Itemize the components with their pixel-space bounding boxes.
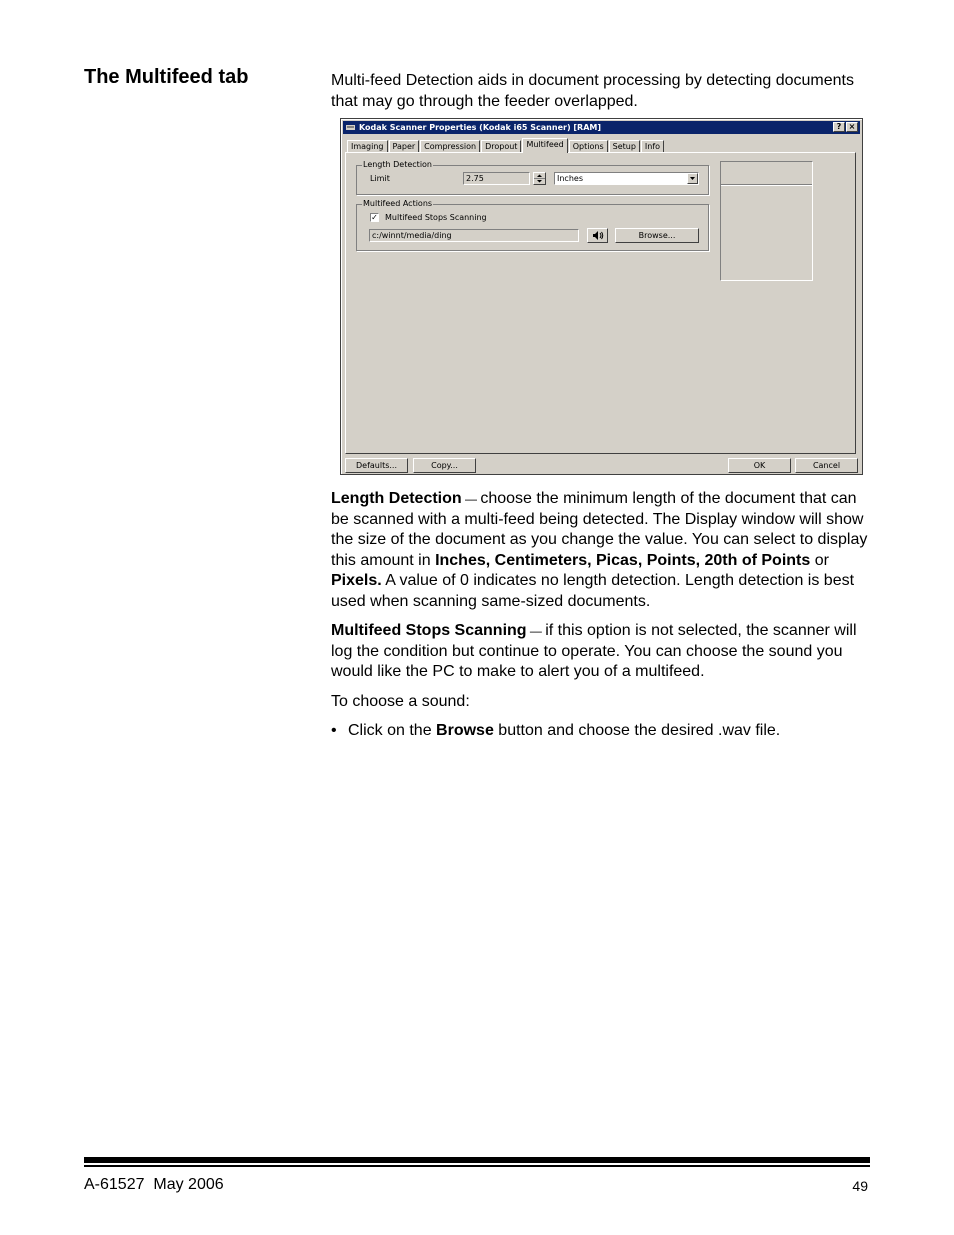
length-text-2: A value of 0 indicates no length detection. Length detection is best used when scanning same-sized documents. xyxy=(331,572,855,610)
em-dash: — xyxy=(461,492,481,506)
multifeed-tab-panel xyxy=(345,152,856,454)
multifeed-stops-label: Multifeed Stops Scanning xyxy=(385,213,487,222)
play-sound-button[interactable] xyxy=(587,228,608,243)
sound-path-input[interactable]: c:/winnt/media/ding xyxy=(369,229,579,242)
length-text-1: choose the minimum length of the document that can be scanned with a multi-feed being detected. The Display window will show the size of the document as you change the value. You can select to display this amount in xyxy=(331,490,868,569)
footer-doc-id: A-61527 May 2006 xyxy=(84,1176,224,1193)
intro-paragraph: Multi-feed Detection aids in document processing by detecting documents that may go through the feeder overlapped. xyxy=(331,72,854,110)
bullet-pre: Click on the xyxy=(348,722,437,739)
or-word: or xyxy=(810,551,829,569)
units-select-value: Inches xyxy=(557,174,583,183)
scanner-properties-dialog xyxy=(340,118,863,475)
length-detection-term: Length Detection xyxy=(331,490,462,507)
scanner-app-icon xyxy=(346,124,355,131)
dialog-titlebar xyxy=(343,121,860,134)
multifeed-stops-term: Multifeed Stops Scanning xyxy=(331,622,527,639)
defaults-button[interactable]: Defaults... xyxy=(345,458,408,473)
bullet-text xyxy=(348,721,780,742)
limit-spinner[interactable] xyxy=(533,172,546,185)
tab-options[interactable]: Options xyxy=(569,140,608,152)
tab-info[interactable]: Info xyxy=(641,140,664,152)
footer-rule-thick xyxy=(84,1157,870,1163)
ok-button[interactable]: OK xyxy=(728,458,791,473)
speaker-icon xyxy=(591,230,605,241)
chevron-down-icon[interactable] xyxy=(687,173,698,184)
stops-text: if this option is not selected, the scanner will log the condition but continue to operate. You can choose the sound you would like the PC to make to alert you of a multifeed. xyxy=(331,622,857,680)
bullet-marker: • xyxy=(331,722,337,739)
help-button[interactable]: ? xyxy=(833,122,845,132)
length-detection-group xyxy=(356,160,709,195)
limit-input[interactable]: 2.75 xyxy=(463,172,530,185)
choose-sound-paragraph: To choose a sound: xyxy=(331,692,470,710)
multifeed-actions-legend: Multifeed Actions xyxy=(363,199,433,208)
multifeed-stops-paragraph xyxy=(331,621,876,683)
dialog-title: Kodak Scanner Properties (Kodak i65 Scanner) [RAM] xyxy=(359,123,602,132)
limit-label: Limit xyxy=(370,174,390,183)
tab-setup[interactable]: Setup xyxy=(609,140,640,152)
section-title: The Multifeed tab xyxy=(84,66,249,88)
copy-button[interactable]: Copy... xyxy=(413,458,476,473)
tab-dropout[interactable]: Dropout xyxy=(481,140,521,152)
tab-compression[interactable]: Compression xyxy=(420,140,480,152)
browse-button[interactable]: Browse... xyxy=(615,228,699,243)
units-list: Inches, Centimeters, Picas, Points, 20th of Points xyxy=(435,551,811,569)
page-number: 49 xyxy=(852,1178,868,1194)
multifeed-stops-checkbox[interactable]: ✓ xyxy=(371,213,378,222)
multifeed-actions-group xyxy=(356,199,709,251)
tab-paper[interactable]: Paper xyxy=(389,140,420,152)
length-detection-legend: Length Detection xyxy=(363,160,432,169)
footer-rule-thin xyxy=(84,1165,870,1167)
display-window xyxy=(720,161,813,281)
length-detection-paragraph xyxy=(331,489,876,612)
tab-multifeed[interactable]: Multifeed xyxy=(522,138,567,153)
bullet-post: button and choose the desired .wav file. xyxy=(493,722,781,739)
tab-imaging[interactable]: Imaging xyxy=(347,140,388,152)
em-dash: — xyxy=(526,624,546,638)
units-select[interactable] xyxy=(554,172,699,185)
bullet-item xyxy=(331,721,876,742)
cancel-button[interactable]: Cancel xyxy=(795,458,858,473)
tab-strip xyxy=(347,138,665,152)
body-text xyxy=(331,489,876,742)
bullet-bold: Browse xyxy=(436,722,494,739)
display-divider xyxy=(721,184,812,186)
close-button[interactable]: × xyxy=(846,122,858,132)
pixels-word: Pixels. xyxy=(331,572,382,589)
